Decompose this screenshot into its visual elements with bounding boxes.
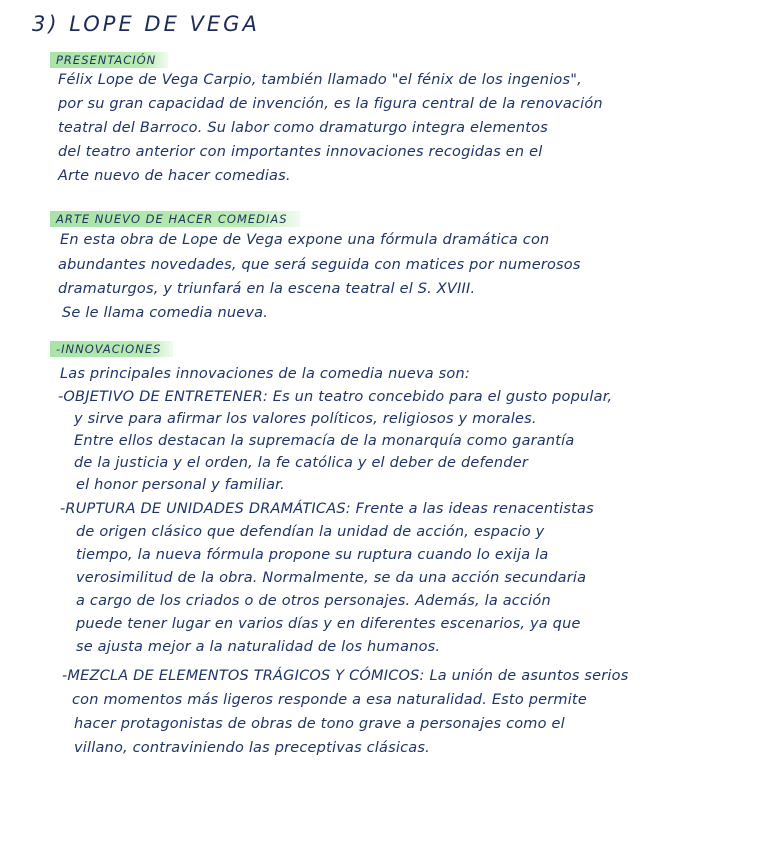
text-line: Félix Lope de Vega Carpio, también llamado "el fénix de los ingenios",: [58, 72, 582, 88]
text-line: Entre ellos destacan la supremacía de la monarquía como garantía: [74, 433, 575, 449]
text-line: Arte nuevo de hacer comedias.: [58, 168, 291, 184]
text-line: En esta obra de Lope de Vega expone una fórmula dramática con: [60, 232, 550, 248]
text-line: por su gran capacidad de invención, es la figura central de la renovación: [58, 96, 603, 112]
text-line: Se le llama comedia nueva.: [62, 305, 269, 321]
text-line: -MEZCLA DE ELEMENTOS TRÁGICOS Y CÓMICOS: La unión de asuntos serios: [62, 668, 629, 684]
text-line: a cargo de los criados o de otros personajes. Además, la acción: [76, 593, 551, 609]
text-line: hacer protagonistas de obras de tono grave a personajes como el: [74, 716, 565, 732]
text-line: el honor personal y familiar.: [76, 477, 285, 493]
text-line: verosimilitud de la obra. Normalmente, se da una acción secundaria: [76, 570, 587, 586]
text-line: Las principales innovaciones de la comedia nueva son:: [60, 366, 470, 382]
text-line: con momentos más ligeros responde a esa naturalidad. Esto permite: [72, 692, 587, 708]
text-line: abundantes novedades, que será seguida con matices por numerosos: [58, 257, 581, 273]
text-line: dramaturgos, y triunfará en la escena teatral el S. XVIII.: [58, 281, 476, 297]
text-line: -RUPTURA DE UNIDADES DRAMÁTICAS: Frente a las ideas renacentistas: [60, 501, 594, 517]
page-title: 3) LOPE DE VEGA: [32, 12, 260, 36]
text-line: de origen clásico que defendían la unidad de acción, espacio y: [76, 524, 545, 540]
text-line: tiempo, la nueva fórmula propone su ruptura cuando lo exija la: [76, 547, 549, 563]
section-heading-arte-nuevo: ARTE NUEVO DE HACER COMEDIAS: [50, 211, 300, 227]
text-line: puede tener lugar en varios días y en diferentes escenarios, ya que: [76, 616, 581, 632]
text-line: del teatro anterior con importantes innovaciones recogidas en el: [58, 144, 543, 160]
text-line: y sirve para afirmar los valores políticos, religiosos y morales.: [74, 411, 537, 427]
section-heading-innovaciones: -INNOVACIONES: [50, 341, 173, 357]
text-line: -OBJETIVO DE ENTRETENER: Es un teatro concebido para el gusto popular,: [58, 389, 613, 405]
section-heading-presentacion: PRESENTACIÓN: [50, 52, 168, 68]
text-line: villano, contraviniendo las preceptivas clásicas.: [74, 740, 430, 756]
text-line: de la justicia y el orden, la fe católica y el deber de defender: [74, 455, 528, 471]
text-line: se ajusta mejor a la naturalidad de los humanos.: [76, 639, 441, 655]
text-line: teatral del Barroco. Su labor como dramaturgo integra elementos: [58, 120, 549, 136]
